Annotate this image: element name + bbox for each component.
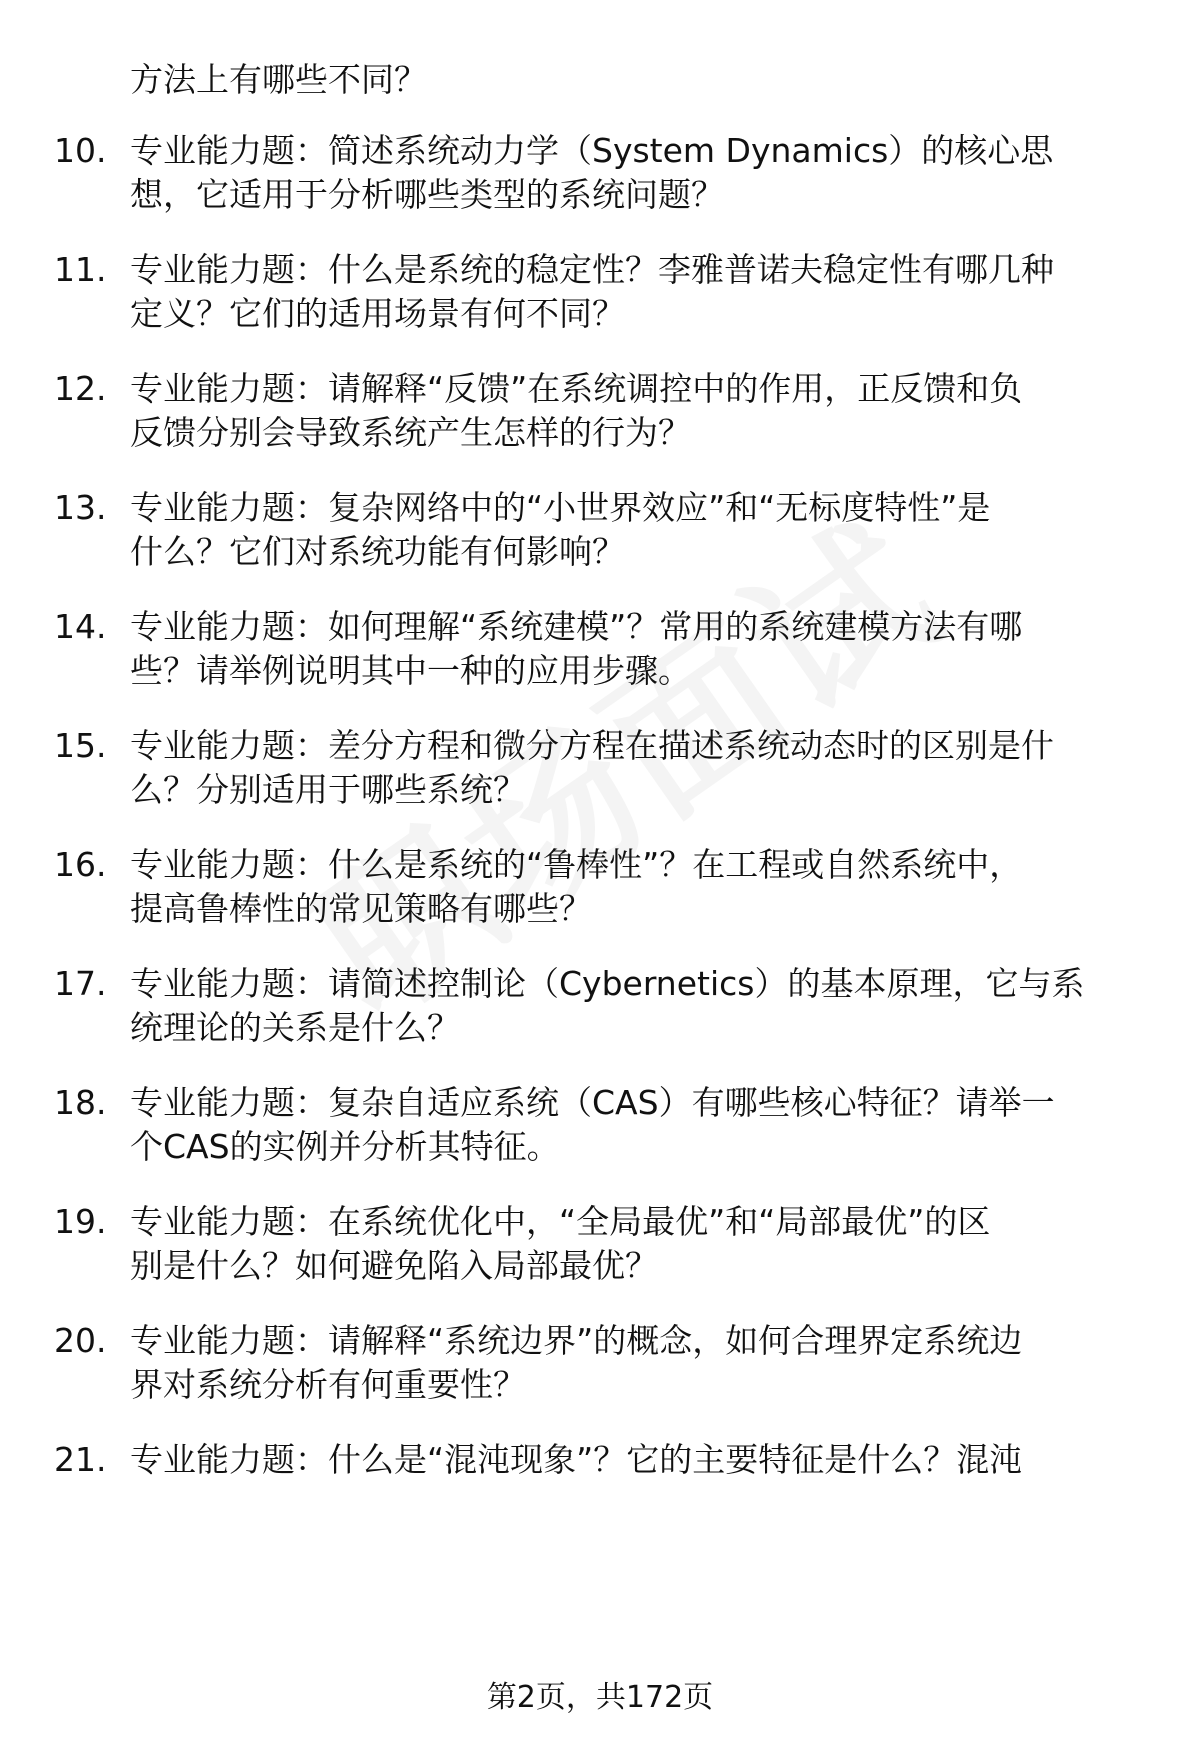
- question-line: 专业能力题：请解释“系统边界”的概念，如何合理界定系统边: [130, 1321, 1023, 1360]
- question-line: 界对系统分析有何重要性？: [130, 1365, 526, 1404]
- question-line: 统理论的关系是什么？: [130, 1008, 460, 1047]
- question-line: 专业能力题：请解释“反馈”在系统调控中的作用，正反馈和负: [130, 369, 1023, 408]
- question-line: 专业能力题：如何理解“系统建模”？常用的系统建模方法有哪: [130, 607, 1023, 646]
- question-line: 提高鲁棒性的常见策略有哪些？: [130, 889, 592, 928]
- question-number: 12.: [54, 369, 107, 408]
- question-line: 专业能力题：什么是“混沌现象”？它的主要特征是什么？混沌: [130, 1440, 1023, 1479]
- question-number: 11.: [54, 250, 107, 289]
- question-number: 21.: [54, 1440, 107, 1479]
- question-line: 个CAS的实例并分析其特征。: [130, 1127, 560, 1166]
- question-number: 18.: [54, 1083, 107, 1122]
- question-line: 专业能力题：什么是系统的稳定性？李雅普诺夫稳定性有哪几种: [130, 250, 1054, 289]
- question-line: 别是什么？如何避免陷入局部最优？: [130, 1246, 658, 1285]
- question-line: 专业能力题：在系统优化中，“全局最优”和“局部最优”的区: [130, 1202, 991, 1241]
- question-number: 16.: [54, 845, 107, 884]
- question-line: 定义？它们的适用场景有何不同？: [130, 294, 625, 333]
- question-line: 专业能力题：请简述控制论（Cybernetics）的基本原理，它与系: [130, 964, 1085, 1003]
- continuation-text: 方法上有哪些不同？: [130, 60, 427, 99]
- question-line: 专业能力题：差分方程和微分方程在描述系统动态时的区别是什: [130, 726, 1054, 765]
- question-line: 专业能力题：复杂自适应系统（CAS）有哪些核心特征？请举一: [130, 1083, 1055, 1122]
- question-line: 些？请举例说明其中一种的应用步骤。: [130, 651, 691, 690]
- question-number: 13.: [54, 488, 107, 527]
- question-number: 10.: [54, 131, 107, 170]
- question-number: 17.: [54, 964, 107, 1003]
- question-number: 14.: [54, 607, 107, 646]
- question-line: 专业能力题：复杂网络中的“小世界效应”和“无标度特性”是: [130, 488, 991, 527]
- question-number: 20.: [54, 1321, 107, 1360]
- question-line: 专业能力题：什么是系统的“鲁棒性”？在工程或自然系统中，: [130, 845, 1023, 884]
- question-line: 反馈分别会导致系统产生怎样的行为？: [130, 413, 691, 452]
- question-number: 19.: [54, 1202, 107, 1241]
- question-line: 什么？它们对系统功能有何影响？: [130, 532, 625, 571]
- question-number: 15.: [54, 726, 107, 765]
- question-line: 想，它适用于分析哪些类型的系统问题？: [130, 175, 724, 214]
- question-line: 专业能力题：简述系统动力学（System Dynamics）的核心思: [130, 131, 1054, 170]
- question-line: 么？分别适用于哪些系统？: [130, 770, 526, 809]
- page-footer: 第2页，共172页: [486, 1680, 714, 1715]
